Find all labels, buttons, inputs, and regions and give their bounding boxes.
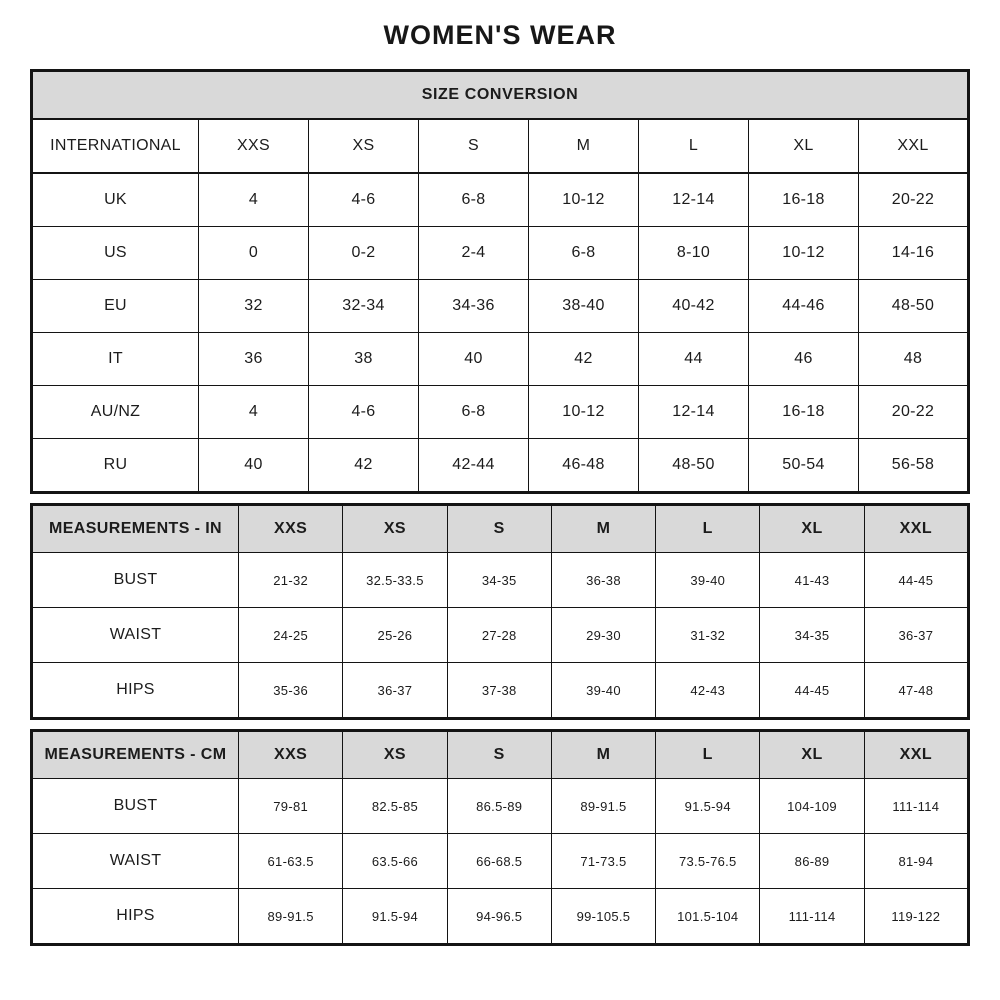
table-row bbox=[32, 779, 969, 834]
measurement-value: 39-40 bbox=[551, 663, 655, 719]
row-label: AU/NZ bbox=[32, 386, 199, 439]
size-value: 0-2 bbox=[309, 227, 419, 280]
table-row bbox=[32, 280, 969, 333]
size-value: 40 bbox=[199, 439, 309, 493]
table-row bbox=[32, 333, 969, 386]
size-value: 34-36 bbox=[419, 280, 529, 333]
row-label: BUST bbox=[32, 779, 239, 834]
size-column-header: XXL bbox=[864, 731, 968, 779]
size-column-header: L bbox=[656, 505, 760, 553]
measurement-value: 21-32 bbox=[239, 553, 343, 608]
size-value: 40 bbox=[419, 333, 529, 386]
measurement-value: 119-122 bbox=[864, 889, 968, 945]
measurement-value: 82.5-85 bbox=[343, 779, 447, 834]
measurement-value: 111-114 bbox=[864, 779, 968, 834]
size-column-header: XXL bbox=[859, 119, 969, 173]
table-caption-row bbox=[32, 71, 969, 120]
table-row bbox=[32, 227, 969, 280]
size-value: 48-50 bbox=[859, 280, 969, 333]
row-label: WAIST bbox=[32, 608, 239, 663]
measurement-value: 86.5-89 bbox=[447, 779, 551, 834]
size-column-header: XXS bbox=[199, 119, 309, 173]
measurement-value: 47-48 bbox=[864, 663, 968, 719]
measurement-value: 81-94 bbox=[864, 834, 968, 889]
measurements-title: MEASUREMENTS - IN bbox=[32, 505, 239, 553]
measurement-value: 91.5-94 bbox=[656, 779, 760, 834]
size-value: 42-44 bbox=[419, 439, 529, 493]
size-column-header: S bbox=[447, 731, 551, 779]
size-column-header: L bbox=[656, 731, 760, 779]
measurement-value: 94-96.5 bbox=[447, 889, 551, 945]
size-value: 12-14 bbox=[639, 173, 749, 227]
size-value: 4 bbox=[199, 173, 309, 227]
size-column-header: XXL bbox=[864, 505, 968, 553]
table-row bbox=[32, 386, 969, 439]
table-row bbox=[32, 889, 969, 945]
size-value: 16-18 bbox=[749, 386, 859, 439]
column-header-row bbox=[32, 119, 969, 173]
measurement-value: 32.5-33.5 bbox=[343, 553, 447, 608]
size-column-header: XS bbox=[343, 505, 447, 553]
size-value: 56-58 bbox=[859, 439, 969, 493]
measurement-value: 101.5-104 bbox=[656, 889, 760, 945]
size-column-header: XS bbox=[309, 119, 419, 173]
measurement-value: 111-114 bbox=[760, 889, 864, 945]
measurements-title: MEASUREMENTS - CM bbox=[32, 731, 239, 779]
measurement-value: 66-68.5 bbox=[447, 834, 551, 889]
size-value: 46-48 bbox=[529, 439, 639, 493]
measurement-value: 44-45 bbox=[760, 663, 864, 719]
measurements-in-table bbox=[30, 503, 970, 720]
measurement-value: 89-91.5 bbox=[239, 889, 343, 945]
size-chart-page bbox=[30, 0, 970, 946]
table-row bbox=[32, 173, 969, 227]
measurement-value: 63.5-66 bbox=[343, 834, 447, 889]
table-row bbox=[32, 608, 969, 663]
size-column-header: M bbox=[551, 505, 655, 553]
size-value: 38-40 bbox=[529, 280, 639, 333]
row-label: WAIST bbox=[32, 834, 239, 889]
size-column-header: S bbox=[447, 505, 551, 553]
size-value: 32 bbox=[199, 280, 309, 333]
size-value: 48-50 bbox=[639, 439, 749, 493]
measurement-value: 34-35 bbox=[447, 553, 551, 608]
table-row bbox=[32, 834, 969, 889]
size-column-header: M bbox=[551, 731, 655, 779]
size-value: 16-18 bbox=[749, 173, 859, 227]
size-value: 4-6 bbox=[309, 173, 419, 227]
size-column-header: XS bbox=[343, 731, 447, 779]
row-label: IT bbox=[32, 333, 199, 386]
measurement-value: 34-35 bbox=[760, 608, 864, 663]
measurement-value: 91.5-94 bbox=[343, 889, 447, 945]
measurement-value: 61-63.5 bbox=[239, 834, 343, 889]
size-value: 36 bbox=[199, 333, 309, 386]
measurement-value: 42-43 bbox=[656, 663, 760, 719]
measurement-value: 99-105.5 bbox=[551, 889, 655, 945]
row-label: EU bbox=[32, 280, 199, 333]
size-value: 20-22 bbox=[859, 173, 969, 227]
measurement-value: 35-36 bbox=[239, 663, 343, 719]
size-column-header: XXS bbox=[239, 505, 343, 553]
column-header-row bbox=[32, 731, 969, 779]
size-value: 6-8 bbox=[419, 173, 529, 227]
size-value: 10-12 bbox=[749, 227, 859, 280]
table-row bbox=[32, 553, 969, 608]
measurement-value: 44-45 bbox=[864, 553, 968, 608]
size-column-header: XL bbox=[749, 119, 859, 173]
size-value: 12-14 bbox=[639, 386, 749, 439]
size-value: 42 bbox=[309, 439, 419, 493]
size-value: 14-16 bbox=[859, 227, 969, 280]
size-value: 46 bbox=[749, 333, 859, 386]
measurement-value: 86-89 bbox=[760, 834, 864, 889]
measurement-value: 37-38 bbox=[447, 663, 551, 719]
size-value: 10-12 bbox=[529, 386, 639, 439]
measurement-value: 36-38 bbox=[551, 553, 655, 608]
size-value: 4-6 bbox=[309, 386, 419, 439]
size-value: 32-34 bbox=[309, 280, 419, 333]
measurement-value: 41-43 bbox=[760, 553, 864, 608]
size-value: 10-12 bbox=[529, 173, 639, 227]
page-title: WOMEN'S WEAR bbox=[383, 20, 617, 50]
size-conversion-table bbox=[30, 69, 970, 494]
measurement-value: 104-109 bbox=[760, 779, 864, 834]
size-value: 6-8 bbox=[419, 386, 529, 439]
size-value: 6-8 bbox=[529, 227, 639, 280]
measurement-value: 39-40 bbox=[656, 553, 760, 608]
size-value: 42 bbox=[529, 333, 639, 386]
size-value: 44 bbox=[639, 333, 749, 386]
size-column-header: XL bbox=[760, 505, 864, 553]
size-column-header: M bbox=[529, 119, 639, 173]
size-value: 4 bbox=[199, 386, 309, 439]
size-column-header: XL bbox=[760, 731, 864, 779]
measurement-value: 71-73.5 bbox=[551, 834, 655, 889]
row-label: BUST bbox=[32, 553, 239, 608]
measurement-value: 73.5-76.5 bbox=[656, 834, 760, 889]
measurement-value: 24-25 bbox=[239, 608, 343, 663]
size-conversion-header: SIZE CONVERSION bbox=[32, 71, 969, 120]
row-label: RU bbox=[32, 439, 199, 493]
size-value: 0 bbox=[199, 227, 309, 280]
size-value: 38 bbox=[309, 333, 419, 386]
measurement-value: 36-37 bbox=[343, 663, 447, 719]
measurement-value: 29-30 bbox=[551, 608, 655, 663]
size-value: 2-4 bbox=[419, 227, 529, 280]
row-label: UK bbox=[32, 173, 199, 227]
measurement-value: 31-32 bbox=[656, 608, 760, 663]
size-value: 50-54 bbox=[749, 439, 859, 493]
size-value: 40-42 bbox=[639, 280, 749, 333]
size-value: 8-10 bbox=[639, 227, 749, 280]
row-label: US bbox=[32, 227, 199, 280]
size-column-header: XXS bbox=[239, 731, 343, 779]
measurement-value: 27-28 bbox=[447, 608, 551, 663]
row-label: HIPS bbox=[32, 663, 239, 719]
column-header-row bbox=[32, 505, 969, 553]
table-row bbox=[32, 439, 969, 493]
measurement-value: 25-26 bbox=[343, 608, 447, 663]
row-label: HIPS bbox=[32, 889, 239, 945]
table-row bbox=[32, 663, 969, 719]
size-value: 20-22 bbox=[859, 386, 969, 439]
measurement-value: 79-81 bbox=[239, 779, 343, 834]
region-column-header: INTERNATIONAL bbox=[32, 119, 199, 173]
size-column-header: L bbox=[639, 119, 749, 173]
size-column-header: S bbox=[419, 119, 529, 173]
size-value: 44-46 bbox=[749, 280, 859, 333]
measurement-value: 36-37 bbox=[864, 608, 968, 663]
measurement-value: 89-91.5 bbox=[551, 779, 655, 834]
size-value: 48 bbox=[859, 333, 969, 386]
measurements-cm-table bbox=[30, 729, 970, 946]
